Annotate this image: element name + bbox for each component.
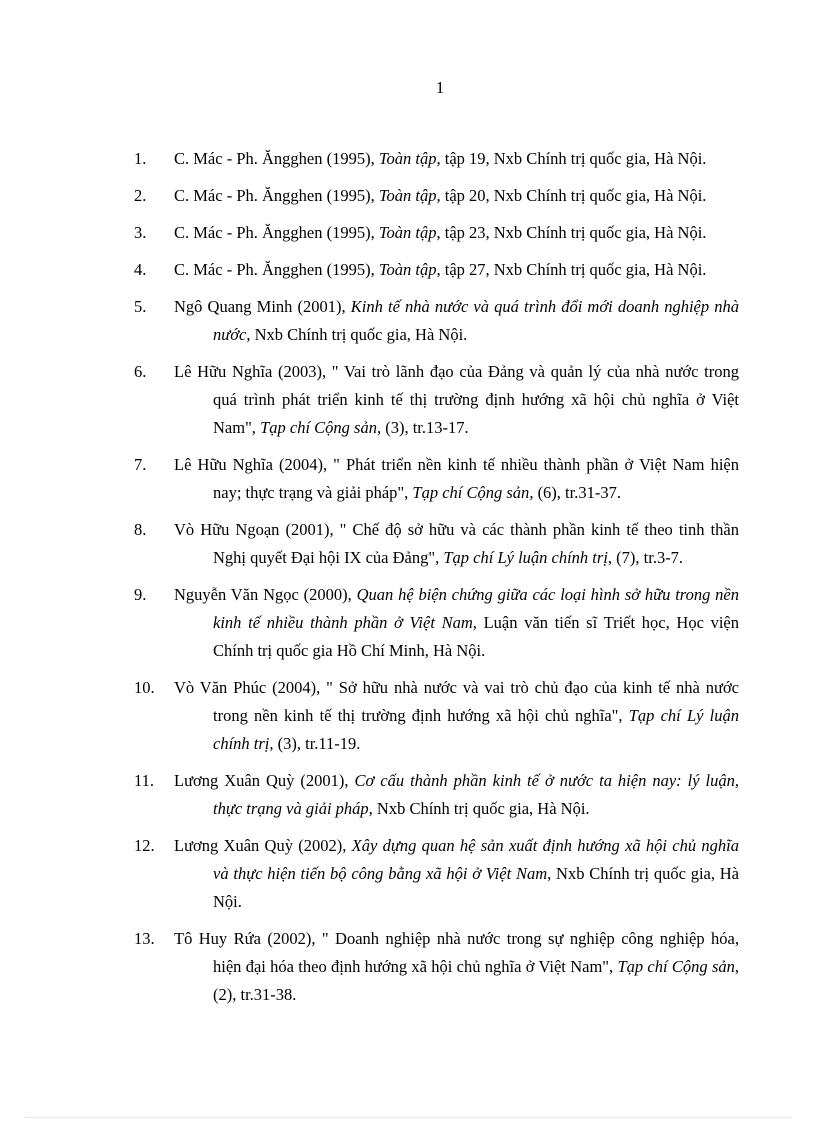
reference-item xyxy=(0,767,816,823)
reference-title-italic: Toàn tập xyxy=(378,223,437,242)
reference-text xyxy=(174,674,740,758)
reference-title-italic: Tạp chí Cộng sản xyxy=(412,483,530,502)
reference-title-italic: Toàn tập xyxy=(378,260,437,279)
reference-text-segment: Lương Xuân Quỳ (2001), xyxy=(174,771,355,790)
reference-text-segment: Vò Hữu Ngoạn (2001), " Chế độ sở hữu và các thành phần kinh tế theo tinh thần Nghị quyết Đại hội IX của Đảng", xyxy=(174,520,739,567)
reference-text-segment: Lê Hữu Nghĩa (2004), " Phát triển nền kinh tế nhiều thành phần ở Việt Nam hiện nay; thực trạng và giải pháp", xyxy=(174,455,739,502)
reference-text-segment: Lê Hữu Nghĩa (2003), " Vai trò lãnh đạo của Đảng và quản lý của nhà nước trong quá trình phát triển kinh tế thị trường định hướng xã hội chủ nghĩa ở Việt Nam", xyxy=(174,362,739,437)
reference-title-italic: Cơ cấu thành phần kinh tế ở nước ta hiện nay: lý luận, thực trạng và giải pháp xyxy=(213,771,739,818)
reference-text-segment: , tập 23, Nxb Chính trị quốc gia, Hà Nội. xyxy=(436,223,707,242)
reference-title-italic: Quan hệ biện chứng giữa các loại hình sở hữu trong nền kinh tế nhiều thành phần ở Việt Nam xyxy=(213,585,739,632)
reference-number: 12. xyxy=(134,836,155,855)
reference-item xyxy=(0,516,816,572)
reference-text xyxy=(174,219,739,247)
reference-number: 5. xyxy=(134,297,147,316)
reference-text xyxy=(174,832,740,916)
reference-text xyxy=(174,581,739,665)
reference-text-segment: , (6), tr.31-37. xyxy=(529,483,621,502)
reference-title-italic: Xây dựng quan hệ sản xuất định hướng xã hội chủ nghĩa và thực hiện tiến bộ công bằng xã hội ở Việt Nam xyxy=(213,836,739,883)
reference-text-segment: , tập 27, Nxb Chính trị quốc gia, Hà Nội. xyxy=(436,260,707,279)
reference-title-italic: Tạp chí Lý luận chính trị xyxy=(213,706,740,753)
reference-text-segment: , (7), tr.3-7. xyxy=(607,548,684,567)
reference-number: 1. xyxy=(134,149,147,168)
reference-item xyxy=(0,256,816,284)
reference-title-italic: Toàn tập xyxy=(378,149,437,168)
reference-text-segment: , (3), tr.11-19. xyxy=(269,734,361,753)
reference-item xyxy=(0,832,816,916)
reference-title-italic: Toàn tập xyxy=(378,186,437,205)
reference-text xyxy=(174,256,739,284)
reference-item xyxy=(0,451,816,507)
reference-number: 7. xyxy=(134,455,147,474)
reference-number: 2. xyxy=(134,186,147,205)
reference-text xyxy=(174,145,739,173)
footer-divider xyxy=(24,1117,792,1118)
reference-text-segment: , (2), tr.31-38. xyxy=(213,957,740,1004)
reference-item xyxy=(0,581,816,665)
reference-item xyxy=(0,219,816,247)
reference-item xyxy=(0,925,816,1009)
reference-list xyxy=(0,145,816,1018)
reference-text xyxy=(174,358,739,442)
reference-text-segment: Nguyễn Văn Ngọc (2000), xyxy=(174,585,357,604)
reference-title-italic: Tạp chí Cộng sản xyxy=(617,957,735,976)
reference-text xyxy=(174,925,740,1009)
reference-text xyxy=(174,293,739,349)
reference-text-segment: Lương Xuân Quỳ (2002), xyxy=(174,836,352,855)
reference-number: 13. xyxy=(134,929,155,948)
reference-text-segment: , Nxb Chính trị quốc gia, Hà Nội. xyxy=(246,325,468,344)
reference-number: 4. xyxy=(134,260,147,279)
reference-text-segment: , Nxb Chính trị quốc gia, Hà Nội. xyxy=(368,799,590,818)
reference-text-segment: Ngô Quang Minh (2001), xyxy=(174,297,351,316)
reference-title-italic: Tạp chí Lý luận chính trị xyxy=(443,548,608,567)
reference-text xyxy=(174,767,739,823)
reference-text-segment: , Nxb Chính trị quốc gia, Hà Nội. xyxy=(213,864,740,911)
reference-item xyxy=(0,358,816,442)
reference-number: 6. xyxy=(134,362,147,381)
reference-text-segment: , (3), tr.13-17. xyxy=(376,418,469,437)
reference-text-segment: C. Mác - Ph. Ăngghen (1995), xyxy=(174,149,379,168)
reference-text-segment: Vò Văn Phúc (2004), " Sở hữu nhà nước và vai trò chủ đạo của kinh tế nhà nước trong nền kinh tế thị trường định hướng xã hội chủ nghĩa", xyxy=(174,678,739,725)
reference-title-italic: Kinh tế nhà nước và quá trình đổi mới doanh nghiệp nhà nước xyxy=(213,297,739,344)
reference-item xyxy=(0,145,816,173)
reference-text-segment: Tô Huy Rứa (2002), " Doanh nghiệp nhà nước trong sự nghiệp công nghiệp hóa, hiện đại hóa theo định hướng xã hội chủ nghĩa ở Việt Nam", xyxy=(174,929,739,976)
reference-number: 10. xyxy=(134,678,155,697)
reference-item xyxy=(0,674,816,758)
reference-number: 3. xyxy=(134,223,147,242)
page-number: 1 xyxy=(435,78,445,97)
reference-title-italic: Tạp chí Cộng sản xyxy=(260,418,377,437)
reference-text-segment: C. Mác - Ph. Ăngghen (1995), xyxy=(174,260,379,279)
reference-number: 8. xyxy=(134,520,147,539)
reference-number: 9. xyxy=(134,585,147,604)
reference-text-segment: , tập 20, Nxb Chính trị quốc gia, Hà Nội. xyxy=(436,186,707,205)
reference-text-segment: C. Mác - Ph. Ăngghen (1995), xyxy=(174,223,379,242)
reference-item xyxy=(0,293,816,349)
reference-text xyxy=(174,451,739,507)
reference-item xyxy=(0,182,816,210)
reference-text-segment: C. Mác - Ph. Ăngghen (1995), xyxy=(174,186,379,205)
reference-text xyxy=(174,516,739,572)
reference-text-segment: , tập 19, Nxb Chính trị quốc gia, Hà Nội. xyxy=(436,149,707,168)
reference-text-segment: , Luận văn tiến sĩ Triết học, Học viện Chính trị quốc gia Hồ Chí Minh, Hà Nội. xyxy=(213,613,739,660)
reference-number: 11. xyxy=(134,771,155,790)
reference-text xyxy=(174,182,739,210)
